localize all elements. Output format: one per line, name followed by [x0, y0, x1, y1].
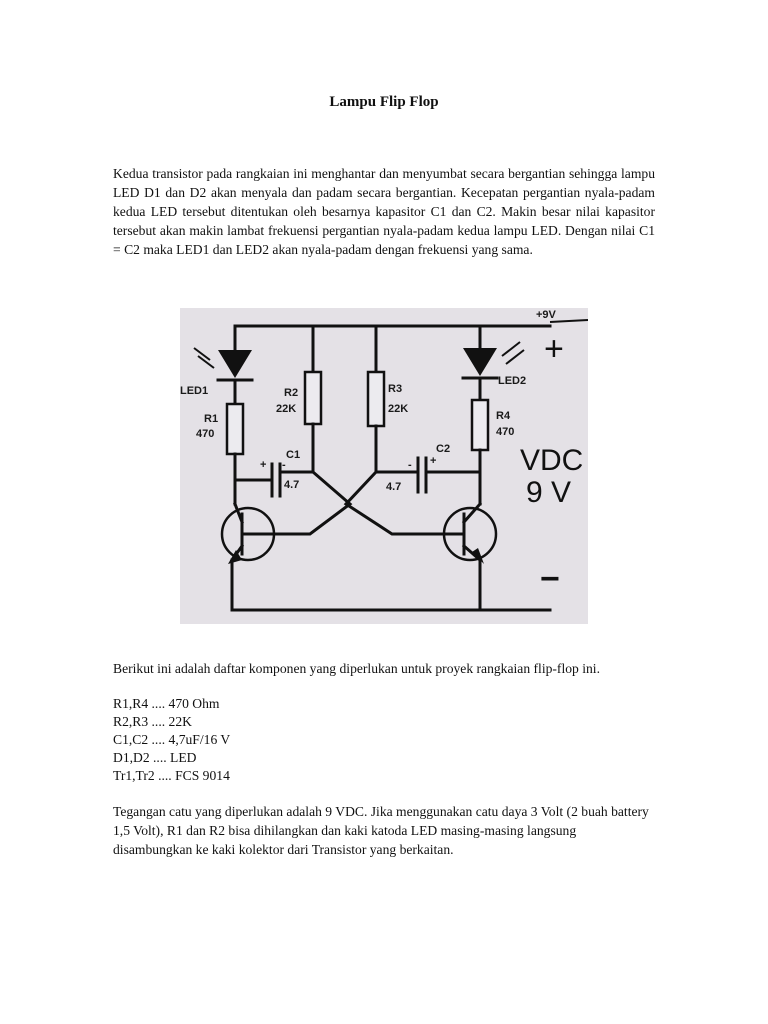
r4-resistor-icon	[472, 400, 488, 450]
r3-name-label: R3	[388, 383, 403, 395]
components-intro: Berikut ini adalah daftar komponen yang diperlukan untuk proyek rangkaian flip-flop ini.	[113, 661, 600, 676]
r1-name-label: R1	[204, 413, 219, 425]
page-title: Lampu Flip Flop	[329, 94, 439, 110]
c2-value-label: 4.7	[386, 481, 402, 493]
led2-diode-icon	[463, 348, 497, 376]
r2-value-label: 22K	[276, 403, 297, 415]
c2-minus-sign: -	[408, 459, 412, 471]
led2-label: LED2	[498, 375, 527, 387]
component-item: R1,R4 .... 470 Ohm	[113, 696, 220, 711]
c1-plus-sign: +	[260, 459, 267, 471]
led1-label: LED1	[180, 385, 209, 397]
circuit-schematic	[180, 308, 588, 624]
supply-paragraph: Tegangan catu yang diperlukan adalah 9 VDC. Jika menggunakan catu daya 3 Volt (2 buah battery 1,5 Volt), R1 dan R2 bisa dihilangkan dan kaki katoda LED masing-masing langsung disambungkan ke kaki kolektor dari Transistor yang berkaitan.	[113, 804, 649, 857]
minus-terminal-sign: −	[540, 560, 560, 598]
c2-name-label: C2	[436, 443, 451, 455]
plus-terminal-sign: +	[544, 330, 564, 368]
supply-label: +9V	[536, 309, 556, 321]
r1-value-label: 470	[196, 428, 215, 440]
c1-minus-sign: -	[282, 459, 286, 471]
r1-resistor-icon	[227, 404, 243, 454]
tr2-collector-lead	[464, 504, 480, 522]
component-item: R2,R3 .... 22K	[113, 714, 192, 729]
r3-value-label: 22K	[388, 403, 409, 415]
r2-resistor-icon	[305, 372, 321, 424]
component-item: C1,C2 .... 4,7uF/16 V	[113, 732, 231, 747]
component-item: D1,D2 .... LED	[113, 750, 197, 765]
intro-paragraph: Kedua transistor pada rangkaian ini menghantar dan menyumbat secara bergantian sehingga lampu LED D1 dan D2 akan menyala dan padam secara bergantian. Kecepatan pergantian nyala-padam kedua LED tersebut ditentukan oleh besarnya kapasitor C1 dan C2. Makin besar nilai kapasitor tersebut akan makin lambat frekuensi pergantian nyala-padam kedua lampu LED. Dengan nilai C1 = C2 maka LED1 dan LED2 akan nyala-padam dengan frekuensi yang sama.	[113, 166, 655, 257]
c2-plus-sign: +	[430, 455, 437, 467]
r3-resistor-icon	[368, 372, 384, 426]
component-list	[113, 695, 513, 785]
r4-value-label: 470	[496, 426, 515, 438]
c1-name-label: C1	[286, 449, 301, 461]
led1-diode-icon	[218, 350, 252, 378]
vdc-label: VDC	[520, 444, 584, 477]
r4-name-label: R4	[496, 410, 511, 422]
voltage-label: 9 V	[526, 476, 572, 509]
c1-value-label: 4.7	[284, 479, 300, 491]
circuit-diagram	[180, 308, 588, 624]
led2-light-arrow-icon	[502, 342, 520, 356]
component-item: Tr1,Tr2 .... FCS 9014	[113, 768, 230, 783]
led2-light-arrow-icon-2	[506, 350, 524, 364]
r2-name-label: R2	[284, 387, 299, 399]
